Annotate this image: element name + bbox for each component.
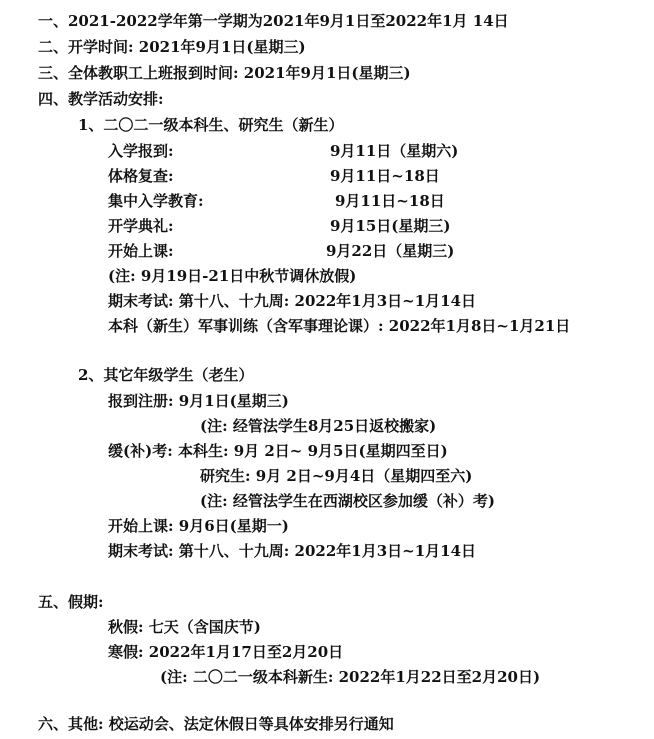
registration-note: (注: 经管法学生8月25日返校搬家) <box>200 417 437 435</box>
winter-break-note: (注: 二〇二一级本科新生: 2022年1月22日至2月20日) <box>160 668 541 686</box>
autumn-break: 秋假: 七天（含国庆节) <box>108 618 261 636</box>
ceremony-date: 9月15日(星期三) <box>330 217 451 235</box>
subsection-new-students: 1、二〇二一级本科生、研究生（新生） <box>78 116 344 134</box>
enrollment-date: 9月11日（星期六) <box>330 142 459 160</box>
military-training: 本科（新生）军事训练（含军事理论课）: 2022年1月8日~1月21日 <box>108 317 571 335</box>
class-start-label: 开始上课: <box>108 242 174 260</box>
health-check-date: 9月11日~18日 <box>330 167 440 185</box>
orientation-date: 9月11日~18日 <box>335 192 445 210</box>
subsection-returning-students: 2、其它年级学生（老生） <box>78 366 254 384</box>
final-exam-new: 期末考试: 第十八、十九周: 2022年1月3日~1月14日 <box>108 292 477 310</box>
makeup-exam-note: (注: 经管法学生在西湖校区参加缓（补）考) <box>200 492 495 510</box>
makeup-exam-grad: 研究生: 9月 2日~9月4日（星期四至六) <box>200 467 473 485</box>
orientation-label: 集中入学教育: <box>108 192 204 210</box>
class-start-date: 9月22日（星期三) <box>326 242 455 260</box>
ceremony-label: 开学典礼: <box>108 217 174 235</box>
section-1-term-dates: 一、2021-2022学年第一学期为2021年9月1日至2022年1月 14日 <box>38 12 509 30</box>
enrollment-label: 入学报到: <box>108 142 174 160</box>
registration: 报到注册: 9月1日(星期三) <box>108 392 289 410</box>
section-5-heading: 五、假期: <box>38 593 104 611</box>
returning-class-start: 开始上课: 9月6日(星期一) <box>108 517 289 535</box>
mid-autumn-note: (注: 9月19日-21日中秋节调休放假) <box>108 267 357 285</box>
makeup-exam-undergrad: 缓(补)考: 本科生: 9月 2日~ 9月5日(星期四至日) <box>108 442 448 460</box>
health-check-label: 体格复查: <box>108 167 174 185</box>
section-2-term-start: 二、开学时间: 2021年9月1日(星期三) <box>38 38 306 56</box>
section-3-staff-report: 三、全体教职工上班报到时间: 2021年9月1日(星期三) <box>38 64 411 82</box>
winter-break: 寒假: 2022年1月17日至2月20日 <box>108 643 344 661</box>
final-exam-returning: 期末考试: 第十八、十九周: 2022年1月3日~1月14日 <box>108 542 477 560</box>
section-4-heading: 四、教学活动安排: <box>38 90 164 108</box>
section-6-other: 六、其他: 校运动会、法定休假日等具体安排另行通知 <box>38 715 394 733</box>
